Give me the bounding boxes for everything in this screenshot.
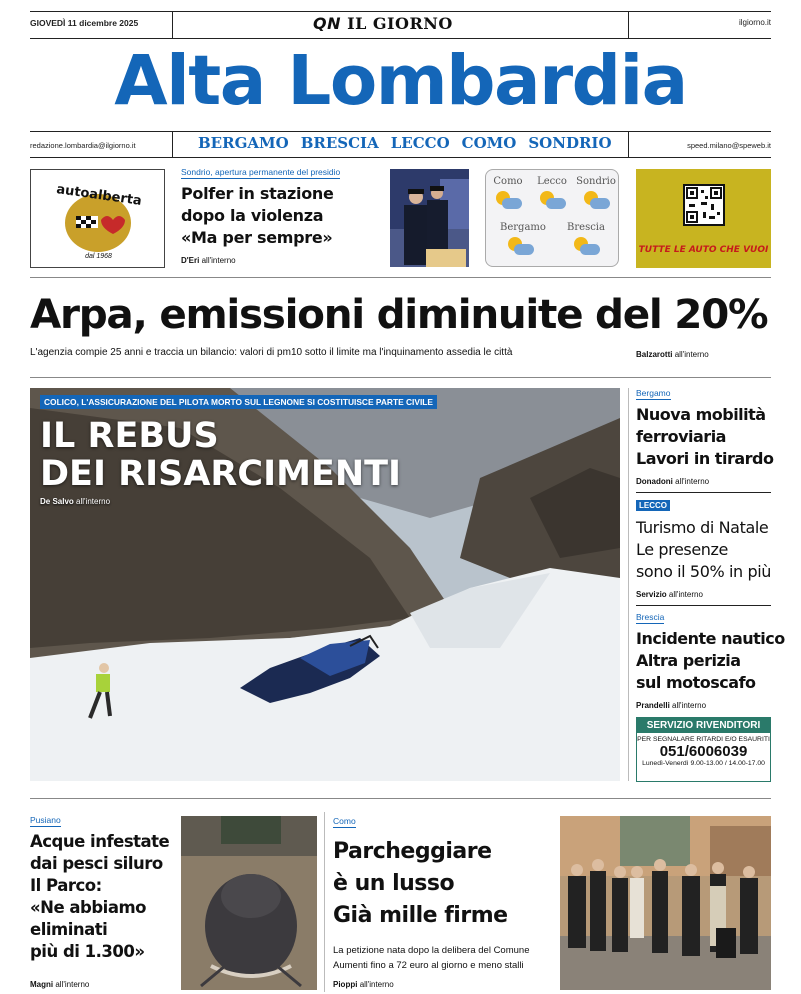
photo-title-line-1: IL REBUS xyxy=(40,416,219,456)
headline-line: sul motoscafo xyxy=(636,673,756,692)
top-story-line-2: dopo la violenza xyxy=(181,206,324,225)
sidebar-byline-lecco: Servizio all'interno xyxy=(636,590,703,599)
top-story-kicker[interactable]: Sondrio, apertura permanente del presidio xyxy=(181,167,341,177)
petition-photo[interactable] xyxy=(560,816,771,990)
rivenditori-phone[interactable]: 051/6006039 xyxy=(659,743,748,760)
sidebar-story-brescia[interactable] xyxy=(636,628,785,694)
headline-line: Le presenze xyxy=(636,540,728,559)
pusiano-story[interactable] xyxy=(30,831,169,963)
photo-story-kicker[interactable]: COLICO, L'ASSICURAZIONE DEL PILOTA MORTO SUL LEGNONE SI COSTITUISCE PARTE CIVILE xyxy=(40,395,437,409)
lead-byline: Balzarotti all'interno xyxy=(636,350,709,359)
qn-logo: QN xyxy=(313,14,341,33)
nav-lecco[interactable]: LECCO xyxy=(390,134,450,152)
brand-name: IL GIORNO xyxy=(347,14,453,33)
headline-line: sono il 50% in più xyxy=(636,562,771,581)
sidebar-tag-brescia[interactable]: Brescia xyxy=(636,612,665,622)
lead-subhead: L'agenzia compie 25 anni e traccia un bilancio: valori di pm10 sotto il limite ma l'inquinamento assedia le città xyxy=(30,347,513,358)
sidebar-tag-bergamo[interactable]: Bergamo xyxy=(636,388,671,398)
sidebar-story-bergamo[interactable] xyxy=(636,404,773,470)
summary-line: Aumenti fino a 72 euro al giorno e meno stalli xyxy=(333,960,524,971)
autoalberta-since: dal 1968 xyxy=(85,253,112,260)
top-story-line-3: «Ma per sempre» xyxy=(181,228,333,247)
lead-headline[interactable]: Arpa, emissioni diminuite del 20% xyxy=(30,290,768,338)
photo-story-title[interactable] xyxy=(40,417,401,493)
speed-email[interactable]: speed.milano@speweb.it xyxy=(687,141,771,150)
sidebar-tag-lecco[interactable]: LECCO xyxy=(636,500,670,511)
top-story-byline: D'Eri all'interno xyxy=(181,256,236,265)
edition-title: Alta Lombardia xyxy=(114,41,687,121)
weather-bergamo: Bergamo xyxy=(500,222,542,234)
headline-line: Parcheggiare xyxy=(333,839,492,864)
como-tag[interactable]: Como xyxy=(333,816,356,826)
headline-line: Lavori in tirardo xyxy=(636,449,774,468)
headline-line: Turismo di Natale xyxy=(636,518,769,537)
summary-line: La petizione nata dopo la delibera del Comune xyxy=(333,945,530,956)
weather-widget xyxy=(485,169,619,267)
headline-line: Altra perizia xyxy=(636,651,741,670)
rivenditori-hours: Lunedì-Venerdì 9.00-13.00 / 14.00-17.00 xyxy=(642,760,765,767)
catfish-photo[interactable] xyxy=(181,816,317,990)
photo-story-byline: De Salvo all'interno xyxy=(40,497,111,506)
headline-line: Nuova mobilità xyxy=(636,405,766,424)
top-story-line-1: Polfer in stazione xyxy=(181,184,334,203)
headline-line: Il Parco: xyxy=(30,876,102,895)
headline-line: Incidente nautico xyxy=(636,629,785,648)
top-story-title[interactable] xyxy=(181,183,334,249)
rivenditori-title: SERVIZIO RIVENDITORI xyxy=(637,718,770,733)
como-summary xyxy=(333,943,529,973)
headline-line: Già mille firme xyxy=(333,903,508,928)
weather-como: Como xyxy=(488,176,528,188)
site-link[interactable]: ilgiorno.it xyxy=(738,18,771,27)
newspaper-brand[interactable] xyxy=(313,14,453,33)
sidebar-story-lecco[interactable] xyxy=(636,517,771,583)
nav-bergamo[interactable]: BERGAMO xyxy=(198,134,289,152)
headline-line: Acque infestate xyxy=(30,832,170,851)
rivenditori-subtitle: PER SEGNALARE RITARDI E/O ESAURITI xyxy=(637,736,770,743)
como-byline: Pioppi all'interno xyxy=(333,980,394,989)
polfer-photo xyxy=(390,169,469,267)
headline-line: ferroviaria xyxy=(636,427,726,446)
autoalberta-brand: autoalberta xyxy=(55,182,143,209)
headline-line: eliminati xyxy=(30,920,108,939)
como-story[interactable] xyxy=(333,836,508,932)
pusiano-byline: Magni all'interno xyxy=(30,980,90,989)
weather-lecco: Lecco xyxy=(532,176,572,188)
photo-title-line-2: DEI RISARCIMENTI xyxy=(40,454,402,494)
pusiano-tag[interactable]: Pusiano xyxy=(30,815,61,825)
qr-code-icon xyxy=(683,184,725,226)
auto-ad[interactable] xyxy=(636,169,771,268)
autoalberta-ad[interactable] xyxy=(30,169,165,268)
nav-sondrio[interactable]: SONDRIO xyxy=(528,134,612,152)
headline-line: dai pesci siluro xyxy=(30,854,163,873)
rivenditori-box xyxy=(636,717,771,782)
sidebar-byline-brescia: Prandelli all'interno xyxy=(636,701,707,710)
sidebar-byline-bergamo: Donadoni all'interno xyxy=(636,477,710,486)
redazione-email[interactable]: redazione.lombardia@ilgiorno.it xyxy=(30,141,136,150)
weather-sondrio: Sondrio xyxy=(576,176,616,188)
headline-line: «Ne abbiamo xyxy=(30,898,146,917)
headline-line: più di 1.300» xyxy=(30,942,145,961)
nav-como[interactable]: COMO xyxy=(461,134,517,152)
city-nav xyxy=(198,134,612,152)
weather-brescia: Brescia xyxy=(566,222,606,234)
headline-line: è un lusso xyxy=(333,871,455,896)
issue-date: GIOVEDÌ 11 dicembre 2025 xyxy=(30,18,139,28)
auto-ad-text: TUTTE LE AUTO CHE VUOI xyxy=(638,245,769,255)
nav-brescia[interactable]: BRESCIA xyxy=(300,134,379,152)
